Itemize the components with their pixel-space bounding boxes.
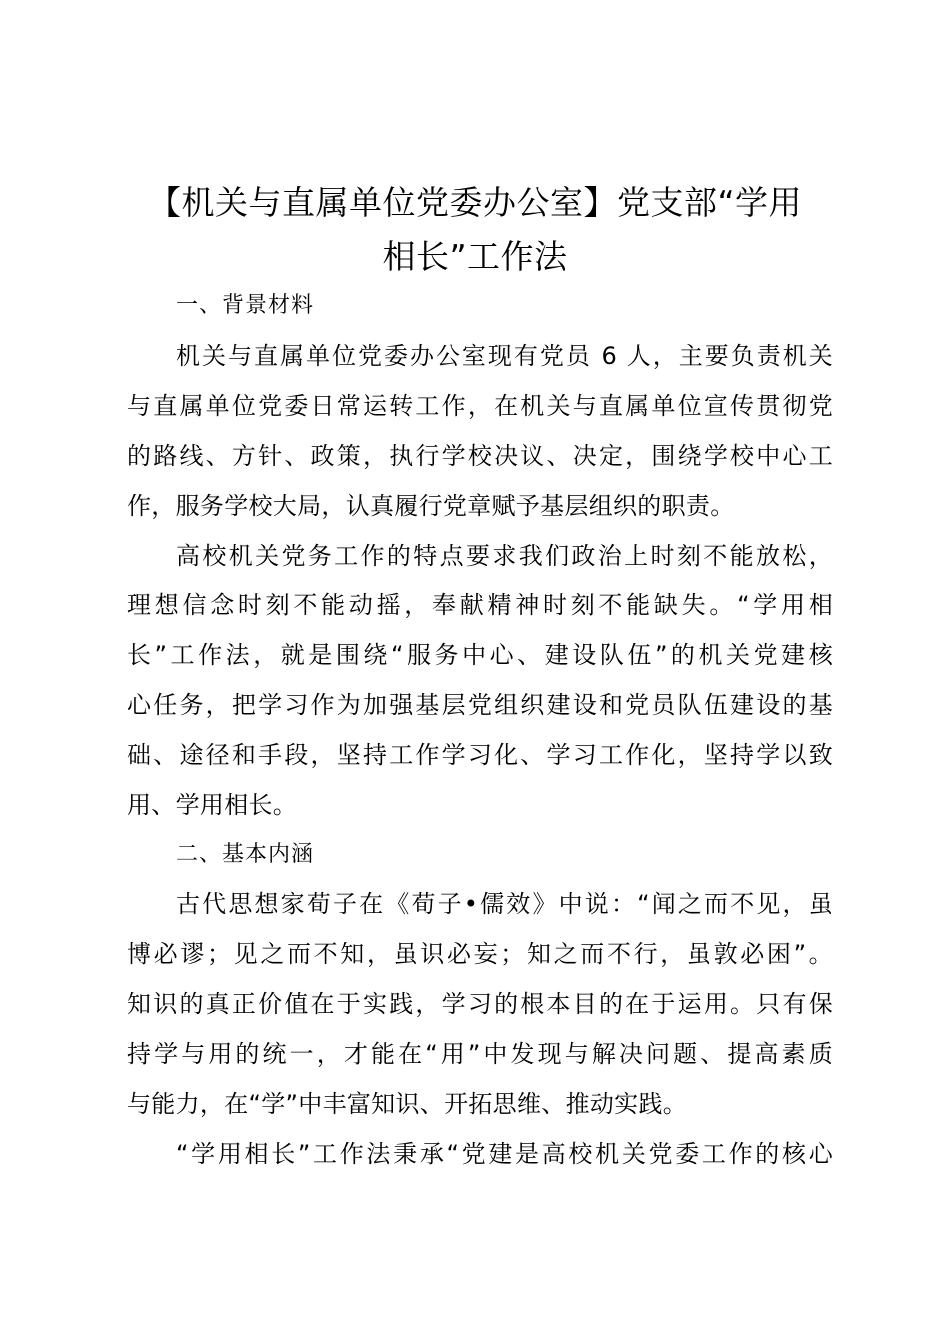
paragraph-line: 古代思想家荀子在《荀子•儒效》中说：“闻之而不见，虽	[176, 890, 833, 918]
paragraph-line: 与能力，在“学”中丰富知识、开拓思维、推动实践。	[127, 1090, 688, 1118]
paragraph-line: 机关与直属单位党委办公室现有党员 6 人，主要负责机关	[176, 342, 833, 370]
paragraph-line: 心任务，把学习作为加强基层党组织建设和党员队伍建设的基	[127, 691, 833, 719]
paragraph-line: 博必谬；见之而不知，虽识必妄；知之而不行，虽敦必困”。	[127, 940, 833, 968]
paragraph-line: 用、学用相长。	[127, 791, 298, 819]
section-heading-content: 二、基本内涵	[176, 842, 315, 867]
title-line-2: 相长”工作法	[382, 237, 568, 276]
paragraph-line: 知识的真正价值在于实践，学习的根本目的在于运用。只有保	[127, 990, 833, 1018]
paragraph-line: 理想信念时刻不能动摇，奉献精神时刻不能缺失。“学用相	[127, 591, 833, 619]
paragraph-line: 持学与用的统一，才能在“用”中发现与解决问题、提高素质	[127, 1040, 833, 1068]
paragraph-line: “学用相长”工作法秉承“党建是高校机关党委工作的核心	[176, 1140, 833, 1168]
paragraph-line: 的路线、方针、政策，执行学校决议、决定，围绕学校中心工	[127, 442, 833, 470]
document-title	[110, 176, 840, 284]
paragraph-line: 长”工作法，就是围绕“服务中心、建设队伍”的机关党建核	[127, 641, 833, 669]
section-heading-background: 一、背景材料	[176, 293, 315, 318]
paragraph-line: 作，服务学校大局，认真履行党章赋予基层组织的职责。	[127, 492, 735, 520]
paragraph-line: 高校机关党务工作的特点要求我们政治上时刻不能放松，	[176, 542, 833, 570]
title-line-1: 【机关与直属单位党委办公室】党支部“学用	[147, 183, 803, 222]
paragraph-line: 与直属单位党委日常运转工作，在机关与直属单位宣传贯彻党	[127, 392, 833, 420]
paragraph-line: 础、途径和手段，坚持工作学习化、学习工作化，坚持学以致	[127, 741, 833, 769]
